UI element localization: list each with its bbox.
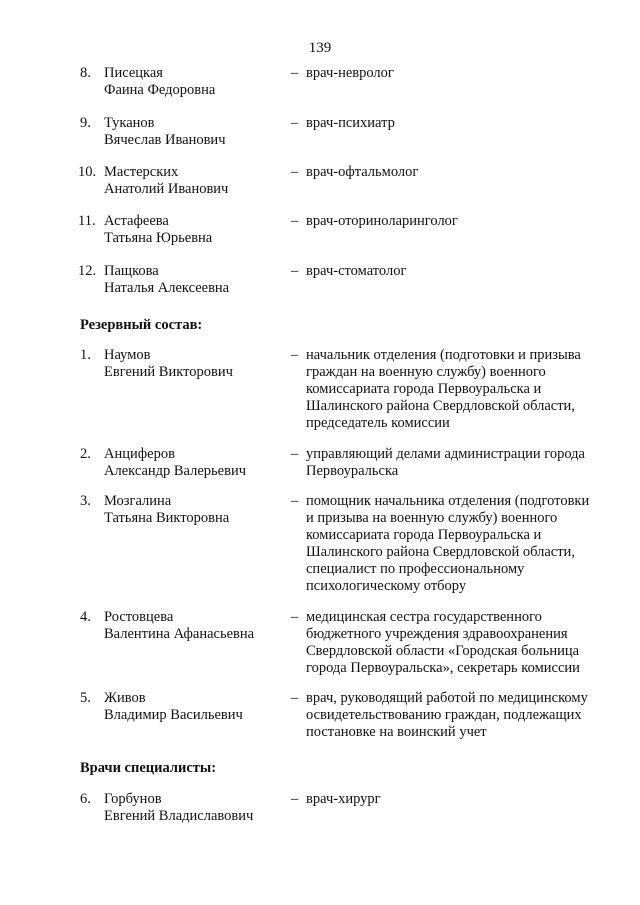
given-names: Татьяна Юрьевна (104, 230, 213, 246)
position: врач-психиатр (306, 115, 395, 131)
person-name (104, 690, 274, 724)
section-heading-specialists: Врачи специалисты: (80, 760, 217, 776)
item-number: 10. (78, 164, 97, 180)
person-name (104, 213, 274, 247)
given-names: Анатолий Иванович (104, 181, 229, 197)
surname: Горбунов (104, 791, 162, 807)
given-names: Владимир Васильевич (104, 707, 243, 723)
item-number: 12. (78, 263, 97, 279)
section-heading-reserve: Резервный состав: (80, 317, 203, 333)
person-name (104, 446, 274, 480)
given-names: Евгений Викторович (104, 364, 233, 380)
surname: Писецкая (104, 65, 163, 81)
surname: Пащкова (104, 263, 159, 279)
given-names: Наталья Алексеевна (104, 280, 230, 296)
item-number: 4. (80, 609, 91, 625)
person-name (104, 609, 274, 643)
given-names: Фаина Федоровна (104, 82, 216, 98)
person-name (104, 115, 274, 149)
dash: – (291, 609, 299, 625)
surname: Туканов (104, 115, 155, 131)
dash: – (291, 213, 299, 229)
position: помощник начальника отделения (подготовки и призыва на военную службу) военного комиссариата города Первоуральска и Шалинского района Свердловской области, специалист по профессиональному психологическому отбору (306, 493, 590, 594)
given-names: Евгений Владиславович (104, 808, 254, 824)
item-number: 5. (80, 690, 91, 706)
surname: Анциферов (104, 446, 175, 462)
given-names: Валентина Афанасьевна (104, 626, 255, 642)
dash: – (291, 493, 299, 509)
person-name (104, 65, 274, 99)
surname: Астафеева (104, 213, 169, 229)
page-number: 139 (308, 40, 332, 56)
surname: Мастерских (104, 164, 179, 180)
item-number: 3. (80, 493, 91, 509)
person-name (104, 263, 274, 297)
surname: Живов (104, 690, 146, 706)
dash: – (291, 65, 299, 81)
given-names: Татьяна Викторовна (104, 510, 230, 526)
dash: – (291, 347, 299, 363)
position: врач-стоматолог (306, 263, 407, 279)
person-name (104, 493, 274, 527)
dash: – (291, 115, 299, 131)
position: медицинская сестра государственного бюджетного учреждения здравоохранения Свердловской области «Городская больница города Первоуральска», секретарь комиссии (306, 609, 580, 676)
person-name (104, 164, 274, 198)
dash: – (291, 791, 299, 807)
position: врач-оториноларинголог (306, 213, 458, 229)
dash: – (291, 446, 299, 462)
item-number: 1. (80, 347, 91, 363)
position: врач-хирург (306, 791, 381, 807)
position: управляющий делами администрации города Первоуральска (306, 446, 585, 479)
given-names: Александр Валерьевич (104, 463, 246, 479)
given-names: Вячеслав Иванович (104, 132, 226, 148)
item-number: 6. (80, 791, 91, 807)
dash: – (291, 263, 299, 279)
item-number: 11. (78, 213, 96, 229)
dash: – (291, 164, 299, 180)
item-number: 8. (80, 65, 91, 81)
position: начальник отделения (подготовки и призыва граждан на военную службу) военного комиссариата города Первоуральска и Шалинского района Свердловской области, председатель комиссии (306, 347, 581, 431)
dash: – (291, 690, 299, 706)
person-name (104, 347, 274, 381)
position: врач-офтальмолог (306, 164, 419, 180)
surname: Ростовцева (104, 609, 174, 625)
item-number: 9. (80, 115, 91, 131)
item-number: 2. (80, 446, 91, 462)
person-name (104, 791, 274, 825)
surname: Мозгалина (104, 493, 172, 509)
surname: Наумов (104, 347, 151, 363)
position: врач-невролог (306, 65, 394, 81)
position: врач, руководящий работой по медицинскому освидетельствованию граждан, подлежащих постановке на воинский учет (306, 690, 588, 740)
